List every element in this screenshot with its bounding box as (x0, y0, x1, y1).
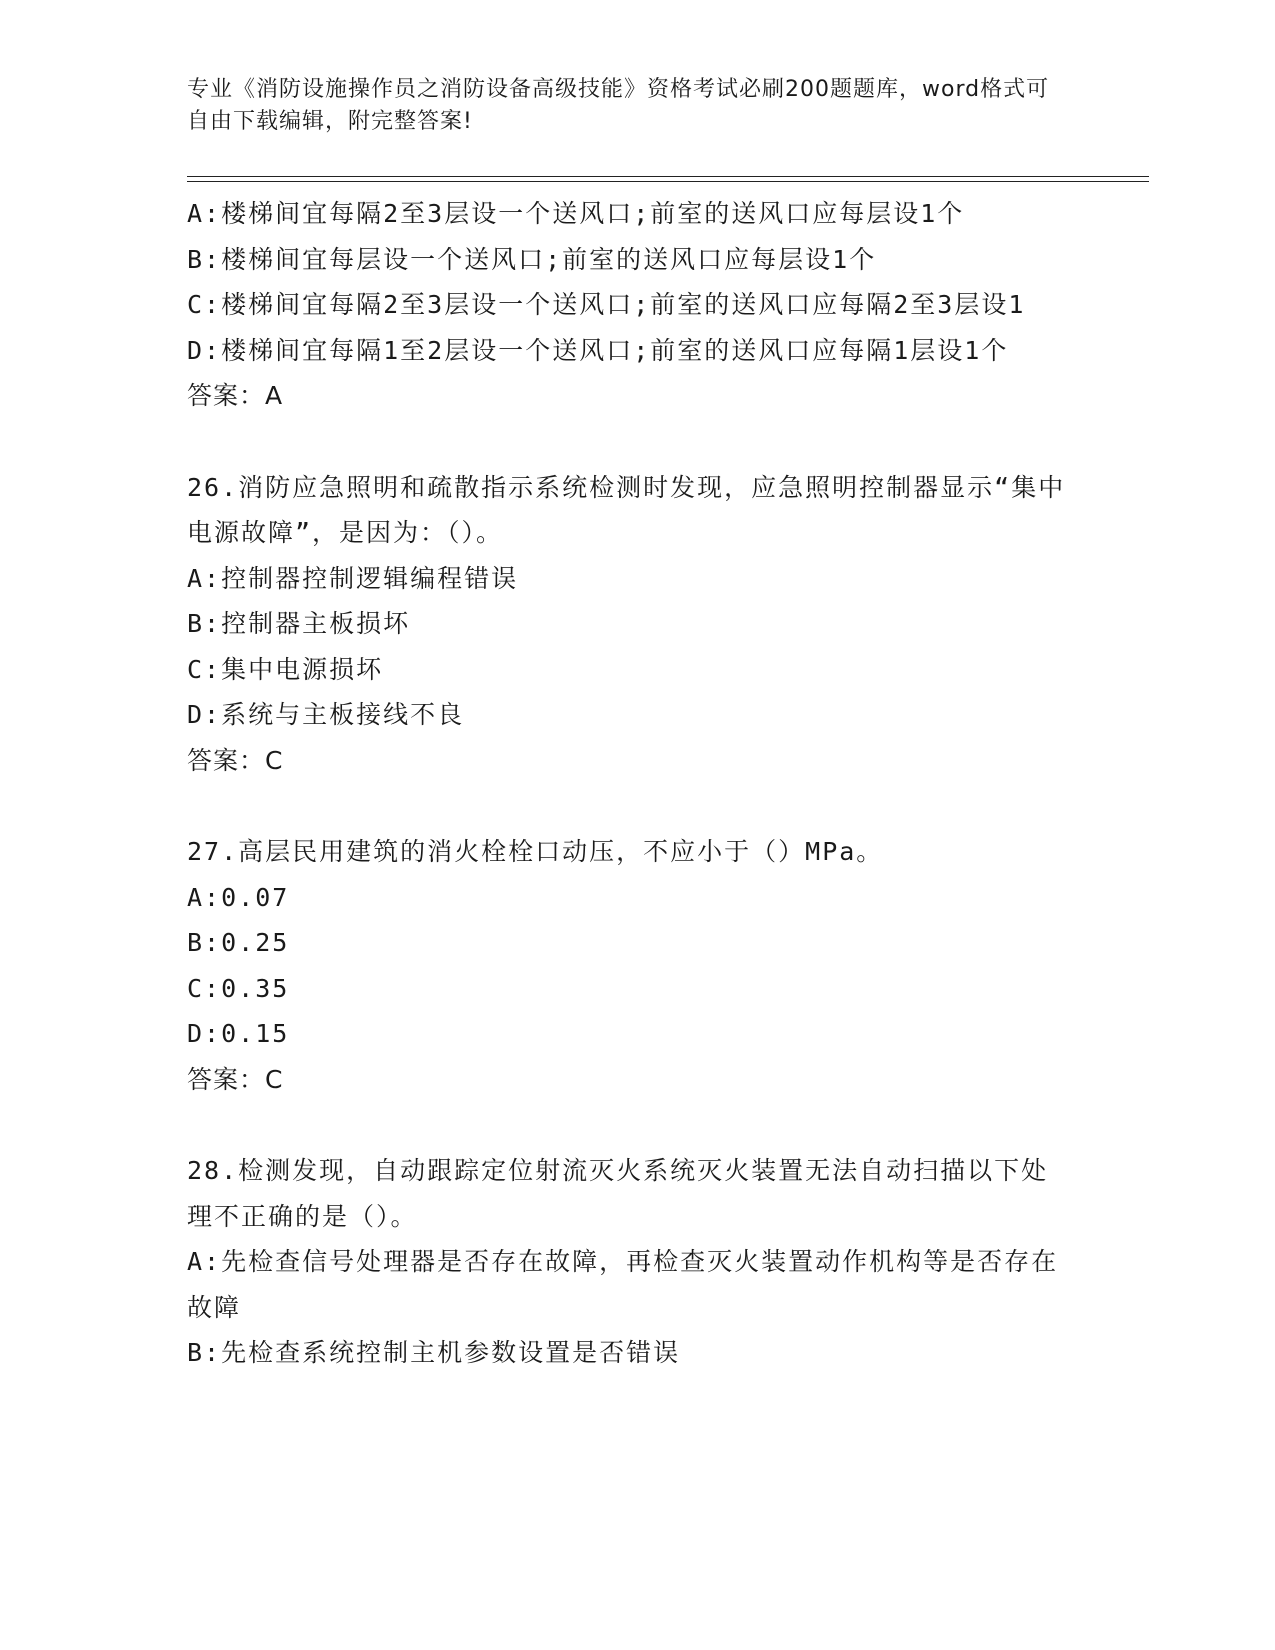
option-c: C:0.35 (187, 973, 290, 1003)
option-a: A:楼梯间宜每隔2至3层设一个送风口;前室的送风口应每层设1个 (187, 199, 965, 228)
question-block-28 (187, 1148, 1067, 1376)
question-block-27 (187, 829, 1067, 1102)
option-b: B:楼梯间宜每层设一个送风口;前室的送风口应每层设1个 (187, 244, 877, 274)
answer-text: 答案：A (187, 381, 284, 410)
option-d: D:系统与主板接线不良 (187, 700, 465, 729)
option-c: C:集中电源损坏 (187, 654, 384, 684)
document-header (187, 74, 1067, 138)
option-d: D:0.15 (187, 1019, 290, 1048)
header-divider-top (187, 176, 1149, 177)
option-a: A:先检查信号处理器是否存在故障，再检查灭火装置动作机构等是否存在故障 (187, 1247, 1059, 1322)
question-list (187, 191, 1067, 1376)
option-b: B:控制器主板损坏 (187, 609, 411, 638)
header-title: 专业《消防设施操作员之消防设备高级技能》资格考试必刷200题题库，word格式可自由下载编辑，附完整答案! (187, 77, 1050, 134)
header-divider-bottom (187, 181, 1149, 182)
question-stem: 28.检测发现，自动跟踪定位射流灭火系统灭火装置无法自动扫描以下处理不正确的是（）。 (187, 1156, 1049, 1231)
option-c: C:楼梯间宜每隔2至3层设一个送风口;前室的送风口应每隔2至3层设1 (187, 290, 1026, 319)
question-block-25 (187, 191, 1067, 419)
question-block-26 (187, 465, 1067, 784)
answer-text: 答案：C (187, 1064, 284, 1094)
question-stem: 27.高层民用建筑的消火栓栓口动压，不应小于（）MPa。 (187, 837, 884, 866)
option-b: B:0.25 (187, 928, 290, 957)
question-stem: 26.消防应急照明和疏散指示系统检测时发现，应急照明控制器显示“集中电源故障”，是因为：（）。 (187, 472, 1066, 547)
option-a: A:控制器控制逻辑编程错误 (187, 563, 519, 593)
answer-text: 答案：C (187, 745, 284, 775)
option-a: A:0.07 (187, 882, 290, 912)
option-d: D:楼梯间宜每隔1至2层设一个送风口;前室的送风口应每隔1层设1个 (187, 335, 1009, 365)
option-b: B:先检查系统控制主机参数设置是否错误 (187, 1338, 681, 1367)
